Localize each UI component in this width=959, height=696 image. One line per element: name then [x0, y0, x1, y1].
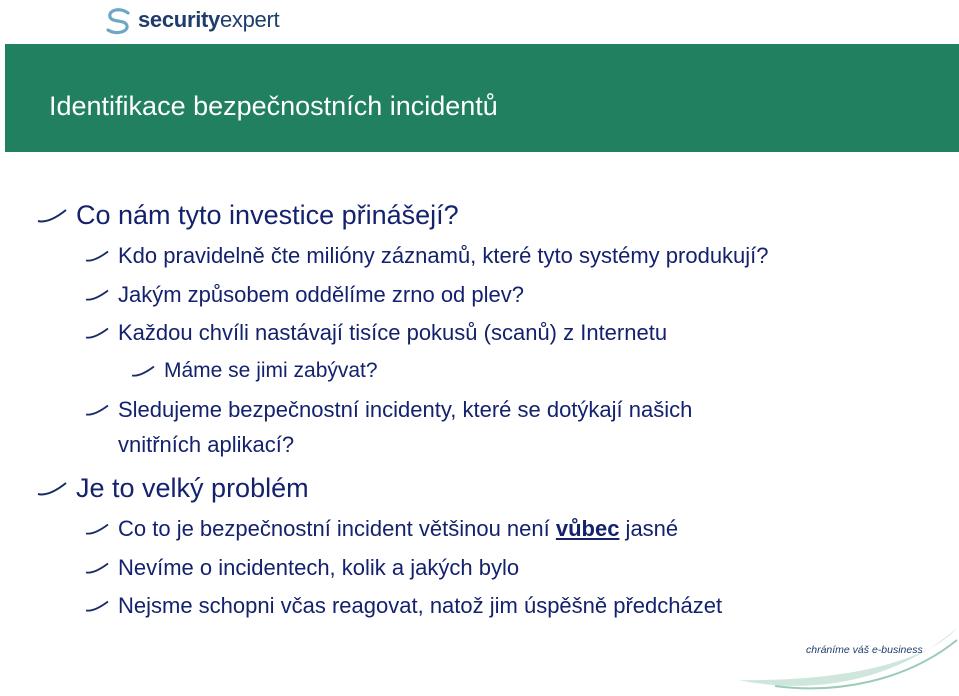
bullet-item	[118, 555, 519, 581]
heading-1-text: Co nám tyto investice přinášejí?	[76, 200, 459, 230]
bullet-item	[118, 397, 692, 423]
logo-text-security: security	[138, 7, 220, 32]
bullet-swoosh-icon	[84, 327, 110, 340]
logo-wordmark	[138, 7, 279, 33]
bullet-swoosh-icon	[36, 208, 68, 224]
bullet-item	[118, 593, 722, 619]
bullet-item	[118, 282, 524, 308]
bullet-item-text: Nevíme o incidentech, kolik a jakých bylo	[118, 555, 520, 580]
bullet-item-text: Co to je bezpečnostní incident většinou není	[118, 516, 556, 541]
bullet-item-text: Každou chvíli nastávají tisíce pokusů (scanů) z Internetu	[118, 320, 668, 345]
bullet-subitem	[164, 359, 378, 383]
bullet-swoosh-icon	[84, 289, 110, 302]
bullet-swoosh-icon	[84, 523, 110, 536]
title-bar	[5, 44, 959, 152]
logo-swirl-icon	[104, 6, 134, 36]
bullet-swoosh-icon	[84, 562, 110, 575]
bullet-subitem-text: Máme se jimi zabývat?	[164, 359, 378, 382]
bullet-heading-2	[76, 473, 309, 504]
bullet-swoosh-icon	[130, 365, 156, 378]
bullet-item	[118, 320, 667, 346]
bullet-item-text: Sledujeme bezpečnostní incidenty, které se dotýkají našich	[118, 397, 693, 422]
emphasis-vubec: vůbec	[555, 516, 620, 541]
bullet-item	[118, 516, 678, 542]
bullet-item-continuation: vnitřních aplikací?	[118, 432, 295, 457]
bullet-item-text: Jakým způsobem oddělíme zrno od plev?	[118, 282, 524, 307]
bullet-swoosh-icon	[36, 481, 68, 497]
bullet-item-text-end: jasné	[619, 516, 679, 541]
footer-swoosh-graphic	[735, 620, 959, 696]
bullet-heading-1	[76, 200, 459, 231]
bullet-swoosh-icon	[84, 404, 110, 417]
bullet-swoosh-icon	[84, 600, 110, 613]
footer-tagline: chráníme váš e-business	[806, 644, 923, 656]
heading-2-text: Je to velký problém	[76, 473, 309, 503]
bullet-swoosh-icon	[84, 250, 110, 263]
bullet-item	[118, 243, 769, 269]
slide-title: Identifikace bezpečnostních incidentů	[49, 91, 498, 121]
bullet-item-text: Nejsme schopni včas reagovat, natož jim úspěšně předcházet	[118, 593, 723, 618]
bullet-item-text: Kdo pravidelně čte milióny záznamů, které tyto systémy produkují?	[118, 243, 769, 268]
logo-text-expert: expert	[219, 7, 280, 32]
